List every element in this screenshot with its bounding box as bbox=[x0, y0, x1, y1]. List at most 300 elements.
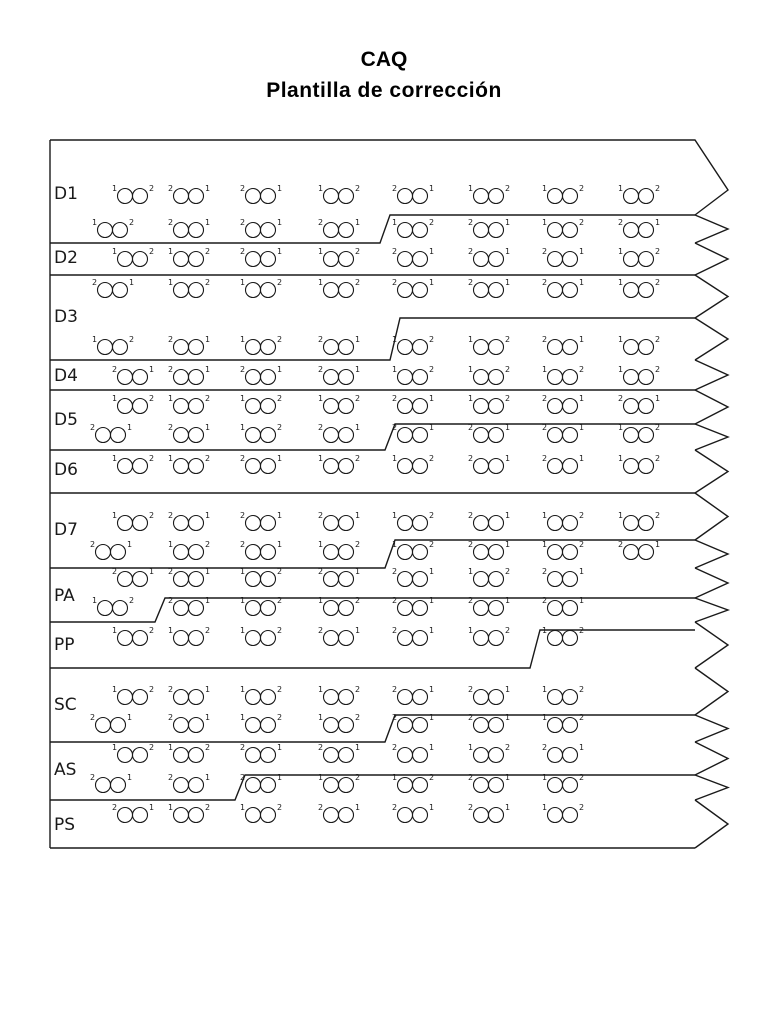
option-number: 2 bbox=[355, 596, 361, 605]
option-number: 1 bbox=[318, 713, 324, 722]
option-number: 1 bbox=[505, 803, 511, 812]
answer-bubble bbox=[189, 283, 204, 298]
answer-bubble bbox=[118, 690, 133, 705]
option-number: 1 bbox=[277, 743, 283, 752]
answer-bubble bbox=[563, 748, 578, 763]
option-number: 2 bbox=[168, 511, 174, 520]
answer-bubble bbox=[339, 516, 354, 531]
option-number: 2 bbox=[168, 773, 174, 782]
option-number: 1 bbox=[542, 511, 548, 520]
answer-bubble bbox=[339, 545, 354, 560]
answer-bubble bbox=[474, 748, 489, 763]
option-number: 2 bbox=[277, 423, 283, 432]
option-number: 2 bbox=[468, 540, 474, 549]
option-number: 2 bbox=[277, 596, 283, 605]
answer-bubble bbox=[398, 601, 413, 616]
answer-bubble bbox=[413, 808, 428, 823]
answer-bubble bbox=[474, 601, 489, 616]
option-number: 2 bbox=[277, 335, 283, 344]
answer-bubble bbox=[474, 631, 489, 646]
option-number: 1 bbox=[355, 218, 361, 227]
answer-bubble bbox=[489, 459, 504, 474]
option-number: 1 bbox=[240, 596, 246, 605]
answer-bubble bbox=[548, 223, 563, 238]
option-number: 1 bbox=[240, 278, 246, 287]
option-number: 1 bbox=[618, 454, 624, 463]
option-number: 2 bbox=[429, 540, 435, 549]
answer-bubble bbox=[98, 223, 113, 238]
option-number: 1 bbox=[355, 743, 361, 752]
answer-bubble bbox=[96, 428, 111, 443]
option-number: 1 bbox=[505, 218, 511, 227]
option-number: 2 bbox=[149, 511, 155, 520]
answer-bubble bbox=[489, 690, 504, 705]
answer-bubble bbox=[413, 572, 428, 587]
option-number: 2 bbox=[168, 567, 174, 576]
option-number: 2 bbox=[392, 423, 398, 432]
answer-bubble bbox=[563, 189, 578, 204]
answer-bubble bbox=[118, 370, 133, 385]
answer-bubble bbox=[548, 370, 563, 385]
answer-bubble bbox=[174, 399, 189, 414]
answer-bubble bbox=[548, 252, 563, 267]
document-title: CAQ bbox=[360, 48, 408, 71]
option-number: 1 bbox=[168, 278, 174, 287]
option-number: 2 bbox=[205, 540, 211, 549]
answer-bubble bbox=[113, 601, 128, 616]
option-number: 2 bbox=[579, 184, 585, 193]
option-number: 2 bbox=[112, 365, 118, 374]
answer-bubble bbox=[639, 189, 654, 204]
answer-bubble bbox=[189, 601, 204, 616]
scale-block-d7 bbox=[54, 511, 660, 560]
option-number: 1 bbox=[318, 184, 324, 193]
answer-bubble bbox=[246, 601, 261, 616]
option-number: 2 bbox=[468, 218, 474, 227]
option-number: 2 bbox=[468, 713, 474, 722]
option-number: 2 bbox=[205, 278, 211, 287]
row-arrow bbox=[695, 742, 728, 775]
answer-bubble bbox=[246, 370, 261, 385]
answer-bubble bbox=[624, 545, 639, 560]
option-number: 1 bbox=[618, 184, 624, 193]
answer-bubble bbox=[639, 545, 654, 560]
option-number: 2 bbox=[505, 394, 511, 403]
answer-bubble bbox=[118, 252, 133, 267]
option-number: 2 bbox=[90, 540, 96, 549]
answer-bubble bbox=[261, 778, 276, 793]
scale-block-sc bbox=[54, 685, 584, 733]
answer-bubble bbox=[474, 690, 489, 705]
option-number: 1 bbox=[579, 335, 585, 344]
answer-bubble bbox=[261, 690, 276, 705]
answer-bubble bbox=[118, 748, 133, 763]
answer-bubble bbox=[398, 748, 413, 763]
answer-bubble bbox=[548, 718, 563, 733]
option-number: 2 bbox=[318, 803, 324, 812]
option-number: 2 bbox=[318, 567, 324, 576]
answer-bubble bbox=[118, 189, 133, 204]
option-number: 2 bbox=[429, 454, 435, 463]
option-number: 1 bbox=[277, 540, 283, 549]
answer-bubble bbox=[474, 572, 489, 587]
option-number: 2 bbox=[618, 540, 624, 549]
option-number: 1 bbox=[240, 394, 246, 403]
option-number: 1 bbox=[355, 626, 361, 635]
option-number: 2 bbox=[112, 803, 118, 812]
answer-bubble bbox=[639, 252, 654, 267]
option-number: 1 bbox=[277, 454, 283, 463]
option-number: 2 bbox=[149, 626, 155, 635]
answer-bubble bbox=[189, 459, 204, 474]
scale-label: D2 bbox=[54, 248, 78, 268]
answer-bubble bbox=[339, 631, 354, 646]
option-number: 1 bbox=[205, 713, 211, 722]
option-number: 1 bbox=[205, 596, 211, 605]
answer-bubble bbox=[261, 748, 276, 763]
answer-bubble bbox=[174, 370, 189, 385]
answer-bubble bbox=[96, 545, 111, 560]
row-arrow bbox=[695, 450, 728, 493]
option-number: 1 bbox=[168, 247, 174, 256]
option-number: 1 bbox=[505, 773, 511, 782]
answer-bubble bbox=[98, 601, 113, 616]
option-number: 2 bbox=[542, 278, 548, 287]
option-number: 2 bbox=[355, 278, 361, 287]
option-number: 2 bbox=[168, 184, 174, 193]
option-number: 2 bbox=[392, 278, 398, 287]
answer-bubble bbox=[246, 252, 261, 267]
option-number: 1 bbox=[112, 247, 118, 256]
option-number: 1 bbox=[127, 540, 133, 549]
answer-bubble bbox=[398, 340, 413, 355]
row-arrow bbox=[695, 493, 728, 540]
option-number: 1 bbox=[205, 335, 211, 344]
option-number: 1 bbox=[542, 540, 548, 549]
answer-bubble bbox=[324, 572, 339, 587]
row-arrow bbox=[695, 775, 728, 800]
option-number: 1 bbox=[429, 626, 435, 635]
option-number: 2 bbox=[205, 394, 211, 403]
answer-bubble bbox=[324, 340, 339, 355]
option-number: 2 bbox=[168, 423, 174, 432]
answer-bubble bbox=[489, 340, 504, 355]
scale-block-d3 bbox=[54, 278, 660, 355]
answer-bubble bbox=[563, 690, 578, 705]
answer-bubble bbox=[174, 748, 189, 763]
option-number: 2 bbox=[468, 423, 474, 432]
option-number: 2 bbox=[277, 803, 283, 812]
answer-bubble bbox=[133, 459, 148, 474]
answer-bubble bbox=[413, 718, 428, 733]
option-number: 1 bbox=[505, 247, 511, 256]
scale-block-ps bbox=[54, 803, 584, 835]
answer-bubble bbox=[118, 459, 133, 474]
scale-label: PP bbox=[54, 635, 75, 655]
answer-bubble bbox=[324, 808, 339, 823]
answer-bubble bbox=[563, 778, 578, 793]
option-number: 1 bbox=[618, 365, 624, 374]
option-number: 1 bbox=[579, 454, 585, 463]
option-number: 1 bbox=[618, 335, 624, 344]
row-arrow bbox=[695, 275, 728, 318]
answer-bubble bbox=[563, 340, 578, 355]
answer-bubble bbox=[174, 459, 189, 474]
option-number: 1 bbox=[112, 626, 118, 635]
scale-separator bbox=[50, 598, 695, 622]
option-number: 2 bbox=[240, 184, 246, 193]
answer-bubble bbox=[489, 545, 504, 560]
option-number: 1 bbox=[505, 454, 511, 463]
answer-bubble bbox=[189, 189, 204, 204]
answer-bubble bbox=[548, 459, 563, 474]
answer-bubble bbox=[324, 399, 339, 414]
option-number: 2 bbox=[468, 247, 474, 256]
option-number: 1 bbox=[318, 454, 324, 463]
answer-bubble bbox=[339, 718, 354, 733]
option-number: 2 bbox=[392, 394, 398, 403]
answer-bubble bbox=[413, 545, 428, 560]
option-number: 1 bbox=[542, 685, 548, 694]
option-number: 2 bbox=[149, 394, 155, 403]
option-number: 1 bbox=[168, 394, 174, 403]
option-number: 1 bbox=[355, 803, 361, 812]
option-number: 2 bbox=[542, 335, 548, 344]
answer-bubble bbox=[246, 545, 261, 560]
option-number: 2 bbox=[655, 247, 661, 256]
option-number: 1 bbox=[277, 184, 283, 193]
option-number: 2 bbox=[655, 511, 661, 520]
answer-bubble bbox=[398, 252, 413, 267]
answer-bubble bbox=[489, 572, 504, 587]
answer-bubble bbox=[489, 283, 504, 298]
option-number: 2 bbox=[318, 335, 324, 344]
answer-bubble bbox=[563, 808, 578, 823]
scale-label: AS bbox=[54, 760, 77, 780]
option-number: 1 bbox=[429, 247, 435, 256]
answer-bubble bbox=[261, 223, 276, 238]
option-number: 2 bbox=[277, 626, 283, 635]
option-number: 2 bbox=[318, 626, 324, 635]
scale-label: D6 bbox=[54, 460, 78, 480]
option-number: 2 bbox=[579, 365, 585, 374]
answer-bubble bbox=[324, 778, 339, 793]
option-number: 2 bbox=[655, 184, 661, 193]
option-number: 2 bbox=[90, 713, 96, 722]
option-number: 2 bbox=[318, 365, 324, 374]
option-number: 2 bbox=[149, 743, 155, 752]
answer-bubble bbox=[398, 631, 413, 646]
answer-bubble bbox=[639, 459, 654, 474]
option-number: 2 bbox=[505, 743, 511, 752]
answer-bubble bbox=[189, 572, 204, 587]
row-arrow bbox=[695, 800, 728, 848]
answer-bubble bbox=[489, 748, 504, 763]
option-number: 2 bbox=[392, 567, 398, 576]
answer-bubble bbox=[113, 223, 128, 238]
answer-bubble bbox=[413, 690, 428, 705]
answer-bubble bbox=[548, 601, 563, 616]
option-number: 1 bbox=[149, 365, 155, 374]
answer-bubble bbox=[174, 189, 189, 204]
answer-bubble bbox=[413, 370, 428, 385]
option-number: 2 bbox=[90, 773, 96, 782]
option-number: 2 bbox=[429, 773, 435, 782]
scale-block-pa bbox=[54, 567, 584, 616]
option-number: 2 bbox=[505, 365, 511, 374]
answer-bubble bbox=[324, 601, 339, 616]
option-number: 1 bbox=[429, 278, 435, 287]
answer-bubble bbox=[324, 428, 339, 443]
answer-bubble bbox=[189, 631, 204, 646]
option-number: 1 bbox=[205, 511, 211, 520]
answer-bubble bbox=[548, 340, 563, 355]
option-number: 1 bbox=[318, 773, 324, 782]
answer-bubble bbox=[324, 370, 339, 385]
answer-bubble bbox=[261, 283, 276, 298]
answer-bubble bbox=[474, 283, 489, 298]
answer-bubble bbox=[133, 748, 148, 763]
answer-bubble bbox=[639, 516, 654, 531]
answer-bubble bbox=[324, 459, 339, 474]
scale-separator bbox=[50, 775, 695, 800]
answer-bubble bbox=[339, 399, 354, 414]
option-number: 1 bbox=[92, 218, 98, 227]
option-number: 2 bbox=[240, 247, 246, 256]
option-number: 2 bbox=[168, 365, 174, 374]
row-arrow bbox=[695, 668, 728, 715]
answer-bubble bbox=[339, 283, 354, 298]
scale-separator bbox=[50, 424, 695, 450]
answer-bubble bbox=[474, 516, 489, 531]
option-number: 2 bbox=[149, 247, 155, 256]
answer-bubble bbox=[118, 808, 133, 823]
option-number: 1 bbox=[579, 596, 585, 605]
answer-bubble bbox=[339, 601, 354, 616]
option-number: 1 bbox=[149, 567, 155, 576]
answer-bubble bbox=[398, 545, 413, 560]
answer-bubble bbox=[174, 690, 189, 705]
answer-bubble bbox=[339, 189, 354, 204]
scale-block-d6 bbox=[54, 454, 660, 480]
option-number: 2 bbox=[318, 423, 324, 432]
option-number: 2 bbox=[468, 278, 474, 287]
answer-bubble bbox=[118, 399, 133, 414]
option-number: 1 bbox=[240, 335, 246, 344]
answer-bubble bbox=[111, 428, 126, 443]
answer-bubble bbox=[413, 428, 428, 443]
option-number: 2 bbox=[429, 218, 435, 227]
option-number: 2 bbox=[505, 184, 511, 193]
option-number: 1 bbox=[205, 567, 211, 576]
answer-bubble bbox=[118, 516, 133, 531]
answer-bubble bbox=[624, 516, 639, 531]
scale-block-d1 bbox=[54, 184, 660, 238]
option-number: 1 bbox=[112, 184, 118, 193]
option-number: 1 bbox=[542, 713, 548, 722]
answer-bubble bbox=[639, 428, 654, 443]
option-number: 1 bbox=[318, 685, 324, 694]
answer-bubble bbox=[261, 399, 276, 414]
option-number: 2 bbox=[149, 454, 155, 463]
answer-bubble bbox=[133, 370, 148, 385]
option-number: 1 bbox=[655, 218, 661, 227]
answer-bubble bbox=[398, 399, 413, 414]
option-number: 1 bbox=[579, 278, 585, 287]
option-number: 2 bbox=[168, 596, 174, 605]
scale-label: SC bbox=[54, 695, 77, 715]
option-number: 1 bbox=[112, 454, 118, 463]
answer-bubble bbox=[246, 690, 261, 705]
option-number: 1 bbox=[127, 773, 133, 782]
option-number: 2 bbox=[655, 278, 661, 287]
answer-bubble bbox=[189, 370, 204, 385]
answer-bubble bbox=[246, 572, 261, 587]
option-number: 2 bbox=[277, 394, 283, 403]
option-number: 2 bbox=[392, 596, 398, 605]
answer-bubble bbox=[624, 283, 639, 298]
scale-label: PA bbox=[54, 586, 75, 606]
option-number: 1 bbox=[505, 596, 511, 605]
row-arrow bbox=[695, 598, 728, 622]
option-number: 2 bbox=[579, 540, 585, 549]
answer-bubble bbox=[413, 340, 428, 355]
answer-bubble bbox=[413, 252, 428, 267]
row-arrow bbox=[695, 622, 728, 668]
option-number: 2 bbox=[355, 773, 361, 782]
answer-bubble bbox=[548, 283, 563, 298]
answer-bubble bbox=[413, 399, 428, 414]
option-number: 1 bbox=[655, 394, 661, 403]
option-number: 1 bbox=[112, 511, 118, 520]
answer-bubble bbox=[398, 189, 413, 204]
answer-bubble bbox=[339, 778, 354, 793]
option-number: 1 bbox=[277, 511, 283, 520]
option-number: 2 bbox=[240, 365, 246, 374]
option-number: 1 bbox=[392, 454, 398, 463]
option-number: 2 bbox=[542, 423, 548, 432]
answer-bubble bbox=[548, 545, 563, 560]
answer-bubble bbox=[324, 545, 339, 560]
answer-bubble bbox=[624, 223, 639, 238]
answer-bubble bbox=[398, 572, 413, 587]
answer-bubble bbox=[548, 399, 563, 414]
option-number: 1 bbox=[205, 184, 211, 193]
answer-bubble bbox=[339, 340, 354, 355]
option-number: 1 bbox=[542, 218, 548, 227]
option-number: 2 bbox=[468, 773, 474, 782]
answer-bubble bbox=[189, 778, 204, 793]
option-number: 1 bbox=[505, 423, 511, 432]
option-number: 2 bbox=[542, 567, 548, 576]
scale-label: D4 bbox=[54, 366, 78, 386]
answer-bubble bbox=[413, 631, 428, 646]
option-number: 1 bbox=[318, 278, 324, 287]
answer-bubble bbox=[548, 572, 563, 587]
option-number: 1 bbox=[277, 365, 283, 374]
scale-separator bbox=[50, 540, 695, 568]
option-number: 2 bbox=[392, 184, 398, 193]
row-arrow bbox=[695, 243, 728, 275]
answer-bubble bbox=[189, 223, 204, 238]
option-number: 1 bbox=[168, 743, 174, 752]
option-number: 2 bbox=[355, 184, 361, 193]
option-number: 2 bbox=[355, 454, 361, 463]
answer-bubble bbox=[261, 545, 276, 560]
answer-bubble bbox=[639, 370, 654, 385]
answer-bubble bbox=[624, 340, 639, 355]
answer-bubble bbox=[174, 718, 189, 733]
